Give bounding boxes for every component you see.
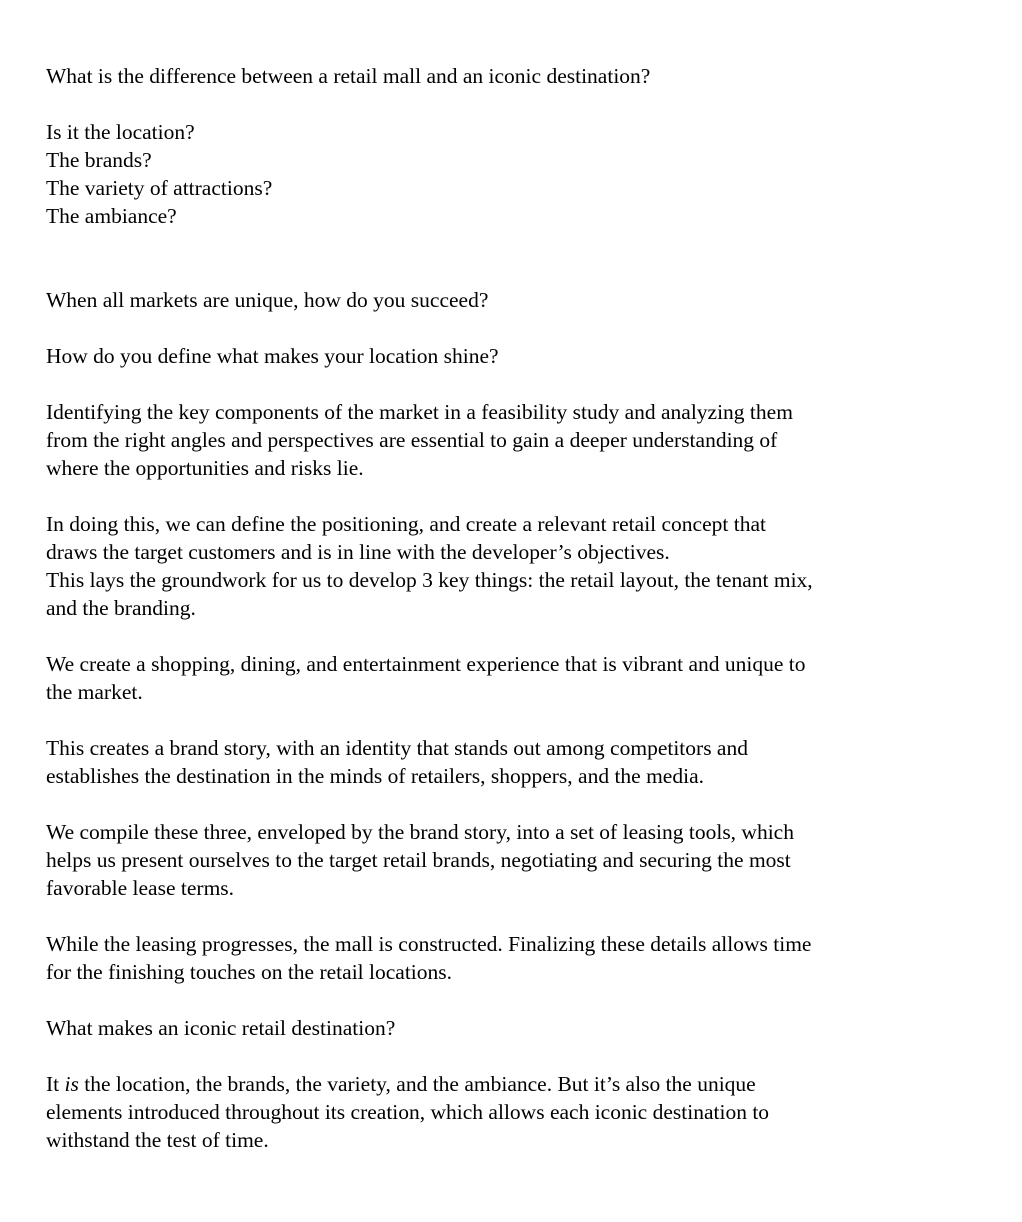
paragraph-7 (46, 650, 946, 706)
paragraph-3 (46, 286, 946, 314)
text-line: draws the target customers and is in line with the developer’s objectives. (46, 540, 670, 564)
text-fragment: the location, the brands, the variety, and the ambiance. But it’s also the unique (78, 1072, 756, 1096)
text-line: What is the difference between a retail mall and an iconic destination? (46, 64, 651, 88)
text-line: We create a shopping, dining, and entertainment experience that is vibrant and unique to (46, 652, 806, 676)
text-line: We compile these three, enveloped by the brand story, into a set of leasing tools, which (46, 820, 794, 844)
text-line: The variety of attractions? (46, 176, 273, 200)
text-line: favorable lease terms. (46, 876, 235, 900)
text-line: where the opportunities and risks lie. (46, 456, 364, 480)
text-line: This lays the groundwork for us to develop 3 key things: the retail layout, the tenant mix, (46, 568, 813, 592)
text-line-emphasis (46, 1070, 946, 1098)
paragraph-2 (46, 118, 946, 230)
text-line: What makes an iconic retail destination? (46, 1016, 396, 1040)
text-line: for the finishing touches on the retail locations. (46, 960, 453, 984)
document-body (46, 62, 946, 1182)
paragraph-9 (46, 818, 946, 902)
emphasis-text: is (64, 1072, 79, 1096)
text-line: In doing this, we can define the positioning, and create a relevant retail concept that (46, 512, 766, 536)
paragraph-11 (46, 1014, 946, 1042)
text-line: This creates a brand story, with an identity that stands out among competitors and (46, 736, 748, 760)
text-line: establishes the destination in the minds of retailers, shoppers, and the media. (46, 764, 704, 788)
text-line: The ambiance? (46, 204, 177, 228)
paragraph-6 (46, 510, 946, 622)
text-line: When all markets are unique, how do you succeed? (46, 288, 489, 312)
text-line: How do you define what makes your location shine? (46, 344, 499, 368)
text-line: elements introduced throughout its creation, which allows each iconic destination to (46, 1100, 770, 1124)
paragraph-4 (46, 342, 946, 370)
paragraph-8 (46, 734, 946, 790)
text-line: Is it the location? (46, 120, 195, 144)
text-line: and the branding. (46, 596, 196, 620)
paragraph-5 (46, 398, 946, 482)
text-line: While the leasing progresses, the mall is constructed. Finalizing these details allows time (46, 932, 812, 956)
paragraph-1 (46, 62, 946, 90)
text-line: helps us present ourselves to the target retail brands, negotiating and securing the most (46, 848, 791, 872)
paragraph-10 (46, 930, 946, 986)
text-line: the market. (46, 680, 143, 704)
text-fragment: It (46, 1072, 65, 1096)
text-line: The brands? (46, 148, 152, 172)
text-line: from the right angles and perspectives are essential to gain a deeper understanding of (46, 428, 778, 452)
paragraph-12 (46, 1070, 946, 1154)
text-line: withstand the test of time. (46, 1128, 269, 1152)
text-line: Identifying the key components of the market in a feasibility study and analyzing them (46, 400, 793, 424)
